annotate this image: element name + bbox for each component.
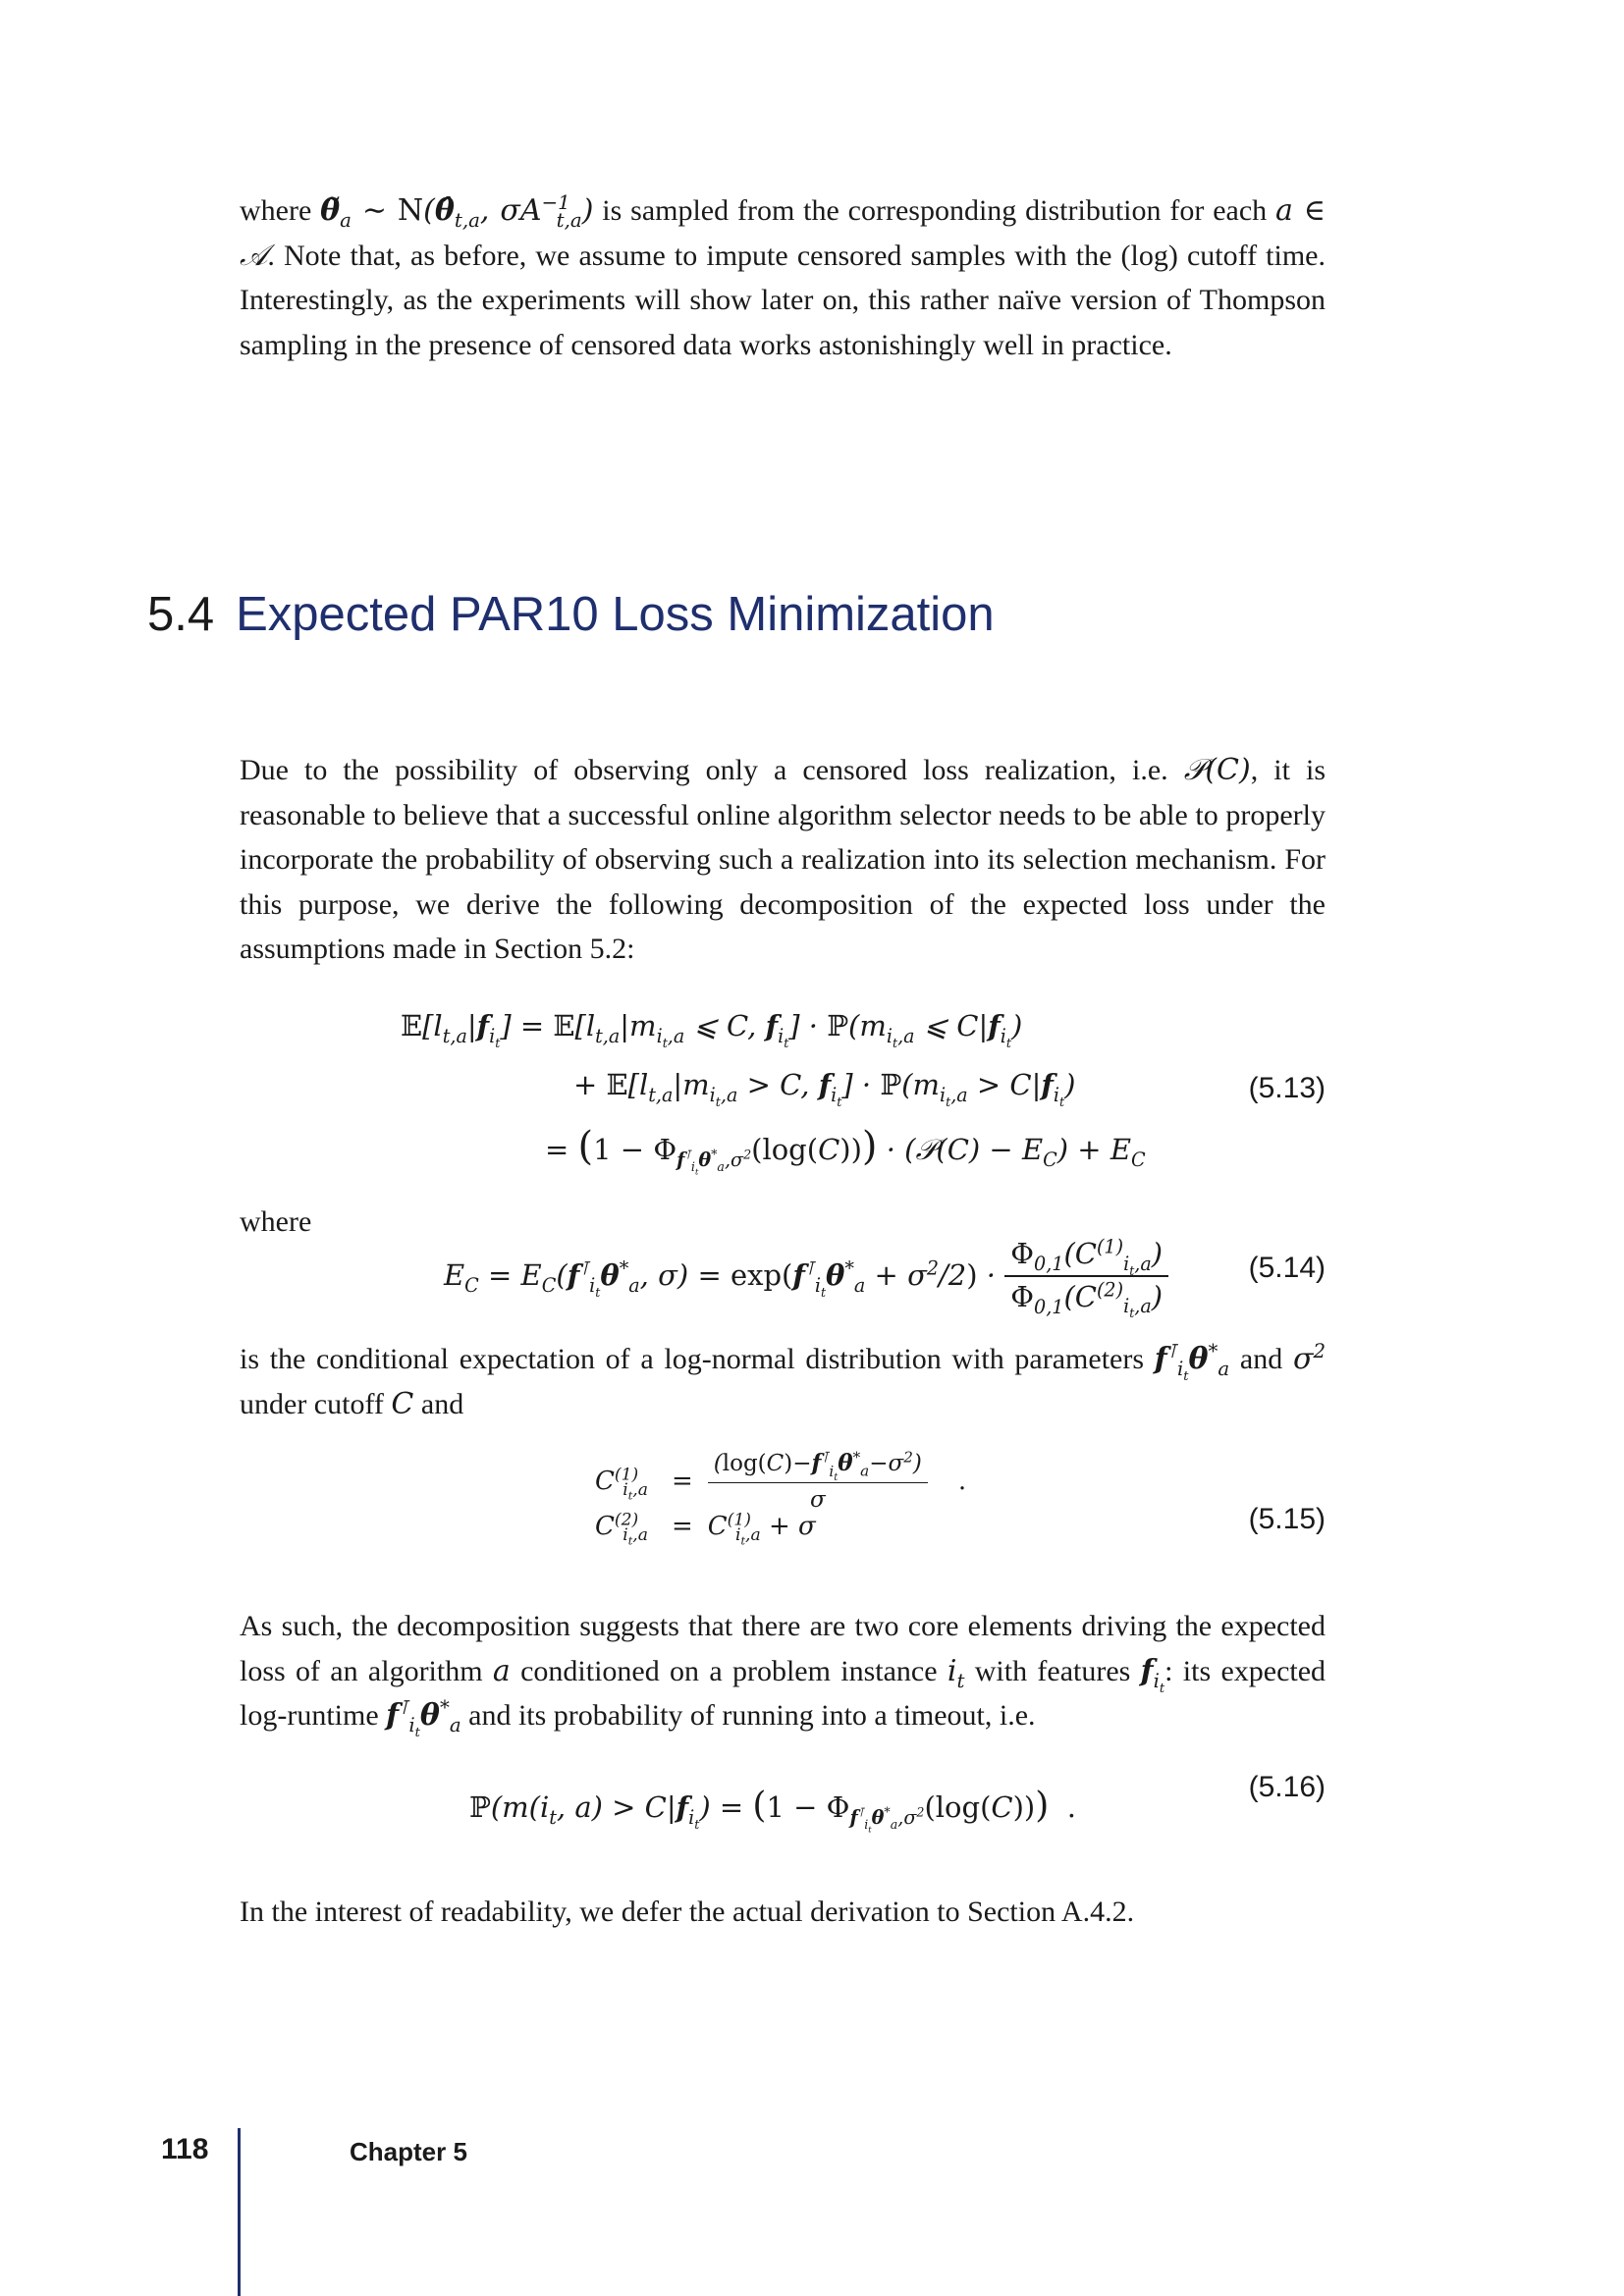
intro-math-theta: $\thetã_a$ ∼ $N(\thetâ_{t,a}$, $\sigma A^{-1}_{t,a}$) [320,191,594,232]
p2-text-d: and [420,1387,464,1420]
intro-rest: . Note that, as before, we assume to impute censored samples with the (log) cutoff time. Interestingly, as the experiments will show later on, this rather naïve version of Thompson sampling in the presence of censored data works astonishingly well in practice. [240,239,1326,361]
footer-chapter-label: Chapter 5 [350,2137,467,2166]
page-number: 118 [161,2133,209,2165]
p2-text-b: and [1239,1343,1283,1375]
body-paragraph-3 [240,1604,1326,1738]
body-paragraph-1 [240,748,1326,972]
p3-math-f: $f_{i_t}$ [1140,1653,1165,1696]
p3-math-it: $i_t$ [947,1653,965,1692]
body-paragraph-4: In the interest of readability, we defer the actual derivation to Section A.4.2. [240,1896,1135,1928]
equation-5-13-line-3: = $(1 - \Phi_{f^⊺_{i_t}\theta^*_a,\sigma^2}(\log(C)))$ · (𝒫(C) − $E_C) + E_C$ [545,1124,1146,1177]
section-title: Expected PAR10 Loss Minimization [236,588,995,641]
intro-paragraph [240,188,1326,367]
equation-number-5-16: (5.16) [1248,1771,1326,1803]
intro-tail: is sampled from the corresponding distribution for each [602,194,1268,227]
equation-5-13-line-1: $𝔼[l_{t,a}|f_{i_t}]$ = $𝔼[l_{t,a}|m_{i_t,a}$ ⩽ C, $f_{i_t}$] · $ℙ(m_{i_t,a}$ ⩽ $C|f_{i_t}$) [401,1009,1023,1050]
p2-text-c: under cutoff [240,1387,384,1420]
footer-rule [238,2128,241,2296]
p2-math-params: $f^⊺_{i_t}\theta^*_a$ [1154,1340,1230,1384]
intro-where: where [240,194,312,227]
p3-math-logrt: $f^⊺_{i_t}\theta^*_a$ [386,1696,461,1740]
where-label: where [240,1205,312,1238]
section-number: 5.4 [147,588,215,641]
equation-number-5-15: (5.15) [1248,1503,1326,1535]
body-paragraph-2 [240,1337,1326,1426]
equation-number-5-14: (5.14) [1248,1252,1326,1284]
p2-text-a: is the conditional expectation of a log-normal distribution with parameters [240,1343,1145,1375]
equation-5-15: $C^{(1)}_{i_t,a}$ = $\frac{(\log(C)-f^⊺_{i_t}\theta^*_a-\sigma^2)}{\sigma}$ . $C^{(2)}_{i_t,a}$ = $C^{(1)}_{i_t,a} + \sigma$ [595,1448,967,1548]
equation-5-16: $ℙ(m(i_t$, $a) > C|f_{i_t}) = (1 - \Phi_{f^⊺_{i_t}\theta^*_a,\sigma^2}(\log(C)))$ . [469,1786,1076,1835]
section-heading [147,587,995,642]
p3-text-e: and its probability of running into a timeout, i.e. [468,1699,1036,1732]
p1-math-pc: 𝒫(C) [1183,753,1251,787]
p3-text-d: : its expected log-runtime [240,1654,1326,1732]
p2-math-c: C [391,1386,414,1421]
equation-5-13-line-2: + $𝔼[l_{t,a}|m_{i_t,a} > C$, $f_{i_t}$] · $ℙ(m_{i_t,a} > C|f_{i_t})$ [573,1068,1076,1109]
p3-text-b: conditioned on a problem instance [520,1654,938,1687]
p1-text-b: , it is reasonable to believe that a successful online algorithm selector needs to be able to properly incorporate the probability of observing such a realization into its selection mechanism. For this purpose, we derive the following decomposition of the expected loss under the assumptions made in Section 5.2: [240,754,1326,965]
equation-number-5-13: (5.13) [1248,1072,1326,1104]
equation-5-14: $E_C = E_C(f^⊺_{i_t}\theta^*_a$, $\sigma) = \exp(f^⊺_{i_t}\theta^*_a + \sigma^2/2)$ · $\frac{\Phi_{0,1}(C^{(1)}_{i_t,a})}{\Phi_{0,1}(C^{(2)}_{i_t,a})}$ [444,1240,1168,1313]
p3-math-a: a [492,1653,511,1688]
intro-math-set: a ∈ 𝒜 [240,193,1326,273]
p2-math-sigma: $\sigma^2$ [1292,1340,1326,1376]
p1-text-a: Due to the possibility of observing only a censored loss realization, i.e. [240,754,1168,786]
p3-text-a: As such, the decomposition suggests that there are two core elements driving the expected loss of an algorithm [240,1610,1326,1687]
p3-text-c: with features [974,1654,1131,1687]
